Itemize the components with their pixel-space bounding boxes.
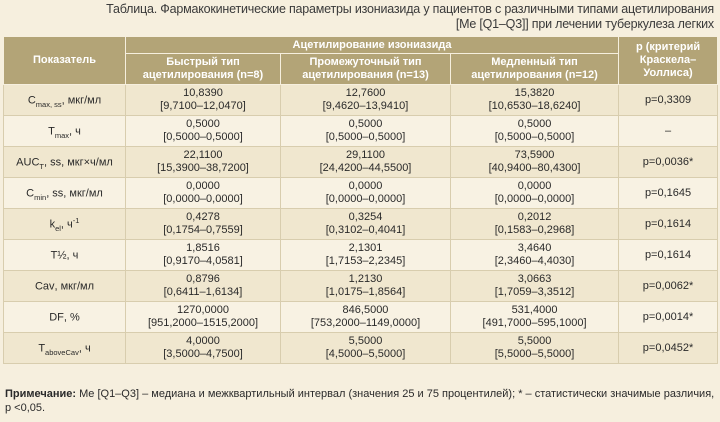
mid-median: 0,0000 (348, 180, 383, 192)
fast-median: 1270,0000 (177, 304, 229, 316)
param-sub: max, ss (35, 99, 62, 109)
pharmacokinetics-table (3, 36, 718, 364)
param-main: AUC (16, 156, 40, 169)
mid-cell (281, 240, 451, 271)
slow-median: 5,5000 (517, 335, 552, 347)
slow-cell (451, 209, 619, 240)
fast-iqr: [0,0000–0,0000] (163, 193, 243, 205)
mid-median: 0,3254 (348, 211, 383, 223)
param-cell (4, 116, 126, 147)
slow-cell (451, 240, 619, 271)
fast-iqr: [9,7100–12,0470] (160, 100, 246, 112)
fast-iqr: [3,5000–4,7500] (163, 348, 243, 360)
table-body (4, 85, 718, 364)
table-row (4, 271, 718, 302)
param-sub: max (54, 130, 70, 140)
param-unit: , ч (60, 218, 73, 231)
fast-iqr: [0,6411–1,6134] (163, 286, 243, 298)
mid-cell (281, 209, 451, 240)
p-value-cell: p=0,1614 (619, 240, 718, 271)
table-row (4, 240, 718, 271)
fast-iqr: [0,5000–0,5000] (163, 131, 243, 143)
slow-median: 0,0000 (517, 180, 552, 192)
mid-median: 2,1301 (348, 242, 383, 254)
mid-median: 846,5000 (342, 304, 389, 316)
param-sub: el (55, 223, 61, 233)
mid-iqr: [753,2000–1149,0000] (310, 317, 421, 329)
param-unit: , ч (69, 125, 81, 138)
fast-cell (126, 271, 281, 302)
slow-cell (451, 116, 619, 147)
fast-iqr: [951,2000–1515,2000] (147, 317, 259, 329)
slow-cell (451, 178, 619, 209)
slow-iqr: [0,0000–0,0000] (494, 193, 575, 205)
slow-iqr: [0,5000–0,5000] (494, 131, 575, 143)
slow-cell (451, 85, 619, 116)
param-unit: , ss, мкг×ч/мл (44, 156, 113, 169)
table-title (14, 2, 714, 32)
param-main: T (38, 342, 46, 355)
param-cell (4, 85, 126, 116)
fast-median: 0,4278 (186, 211, 220, 223)
param-unit: , ч (78, 342, 91, 355)
param-unit: , ч (66, 249, 79, 262)
fast-cell (126, 178, 281, 209)
fast-median: 4,0000 (186, 335, 220, 347)
slow-median: 73,5900 (514, 149, 555, 161)
param-main: k (49, 218, 56, 231)
slow-median: 3,0663 (517, 273, 552, 285)
param-sub: min (34, 192, 47, 202)
slow-cell (451, 333, 619, 364)
fast-cell (126, 209, 281, 240)
param-main: C (26, 187, 35, 200)
table-row (4, 178, 718, 209)
table-row (4, 209, 718, 240)
mid-cell (281, 333, 451, 364)
mid-iqr: [24,4200–44,5500] (319, 162, 412, 174)
slow-iqr: [1,7059–3,3512] (494, 286, 575, 298)
mid-cell (281, 147, 451, 178)
table-row (4, 333, 718, 364)
header-group: Ацетилирование изониазида (126, 37, 619, 54)
fast-iqr: [0,9170–4,0581] (163, 255, 243, 267)
param-sub: T (39, 161, 44, 171)
header-fast: Быстрый тип ацетилирования (n=8) (126, 54, 281, 85)
param-sub: aboveCav (45, 347, 79, 357)
param-cell (4, 147, 126, 178)
param-cell (4, 178, 126, 209)
param-sup: -1 (72, 215, 80, 225)
footnote (5, 387, 715, 415)
mid-iqr: [0,5000–0,5000] (325, 131, 406, 143)
fast-cell (126, 85, 281, 116)
slow-median: 531,4000 (511, 304, 558, 316)
mid-iqr: [0,0000–0,0000] (325, 193, 406, 205)
fast-median: 0,5000 (186, 118, 220, 130)
mid-iqr: [1,7153–2,2345] (325, 255, 406, 267)
slow-median: 15,3820 (514, 87, 555, 99)
param-unit: , мкг/мл (61, 94, 102, 107)
slow-median: 3,4640 (517, 242, 552, 254)
mid-median: 29,1100 (346, 149, 385, 161)
param-unit: , мкг/мл (54, 280, 95, 293)
p-value-cell: p=0,0014* (619, 302, 718, 333)
slow-cell (451, 302, 619, 333)
param-unit: , ss, мкг/мл (46, 187, 103, 200)
p-value-cell: p=0,0062* (619, 271, 718, 302)
param-main: T½ (50, 249, 67, 262)
param-main: T (48, 125, 55, 138)
slow-cell (451, 271, 619, 302)
param-cell (4, 209, 126, 240)
fast-median: 0,0000 (186, 180, 220, 192)
header-param: Показатель (4, 37, 126, 85)
mid-median: 12,7600 (345, 87, 386, 99)
slow-iqr: [2,3460–4,4030] (494, 255, 575, 267)
header-slow: Медленный тип ацетилирования (n=12) (451, 54, 619, 85)
mid-median: 1,2130 (348, 273, 383, 285)
mid-iqr: [1,0175–1,8564] (325, 286, 406, 298)
param-cell (4, 240, 126, 271)
param-cell (4, 302, 126, 333)
fast-median: 1,8516 (186, 242, 220, 254)
fast-cell (126, 333, 281, 364)
p-value-cell: p=0,0036* (619, 147, 718, 178)
table-row (4, 116, 718, 147)
p-value-cell: p=0,3309 (619, 85, 718, 116)
mid-median: 0,5000 (348, 118, 383, 130)
p-value-cell: p=0,1645 (619, 178, 718, 209)
fast-cell (126, 302, 281, 333)
param-main: DF (49, 311, 64, 324)
p-value-cell: – (619, 116, 718, 147)
table-row (4, 147, 718, 178)
fast-median: 0,8796 (186, 273, 220, 285)
title-line-2: [Me [Q1–Q3]] при лечении туберкулеза легких (455, 17, 714, 31)
table-row (4, 302, 718, 333)
slow-iqr: [40,9400–80,4300] (488, 162, 581, 174)
param-unit: , % (63, 311, 80, 324)
mid-median: 5,5000 (348, 335, 383, 347)
footnote-label: Примечание: (5, 388, 77, 400)
fast-median: 10,8390 (183, 87, 223, 99)
mid-iqr: [0,3102–0,4041] (325, 224, 406, 236)
header-mid: Промежуточный тип ацетилирования (n=13) (281, 54, 451, 85)
slow-iqr: [10,6530–18,6240] (488, 100, 581, 112)
param-main: Cav (34, 280, 55, 293)
header-p: p (критерий Краскела–Уоллиса) (619, 37, 718, 85)
header-row-1 (4, 37, 718, 54)
mid-cell (281, 85, 451, 116)
slow-median: 0,2012 (517, 211, 552, 223)
mid-cell (281, 178, 451, 209)
mid-iqr: [4,5000–5,5000] (325, 348, 406, 360)
fast-cell (126, 147, 281, 178)
fast-iqr: [15,3900–38,7200] (157, 162, 249, 174)
table-row (4, 85, 718, 116)
mid-cell (281, 302, 451, 333)
footnote-text: Me [Q1–Q3] – медиана и межквартильный интервал (значения 25 и 75 процентилей); * – статистически значимые различия, p <0,05. (5, 388, 715, 414)
slow-iqr: [5,5000–5,5000] (494, 348, 575, 360)
p-value-cell: p=0,0452* (619, 333, 718, 364)
title-line-1: Таблица. Фармакокинетические параметры изониазида у пациентов с различными типами ацетилирования (106, 2, 714, 16)
param-main: C (27, 94, 36, 107)
fast-median: 22,1100 (183, 149, 223, 161)
slow-iqr: [491,7000–595,1000] (482, 317, 587, 329)
fast-iqr: [0,1754–0,7559] (163, 224, 243, 236)
mid-cell (281, 271, 451, 302)
mid-iqr: [9,4620–13,9410] (322, 100, 409, 112)
slow-median: 0,5000 (517, 118, 552, 130)
param-cell (4, 333, 126, 364)
slow-cell (451, 147, 619, 178)
fast-cell (126, 240, 281, 271)
p-value-cell: p=0,1614 (619, 209, 718, 240)
slow-iqr: [0,1583–0,2968] (494, 224, 575, 236)
fast-cell (126, 116, 281, 147)
param-cell (4, 271, 126, 302)
mid-cell (281, 116, 451, 147)
